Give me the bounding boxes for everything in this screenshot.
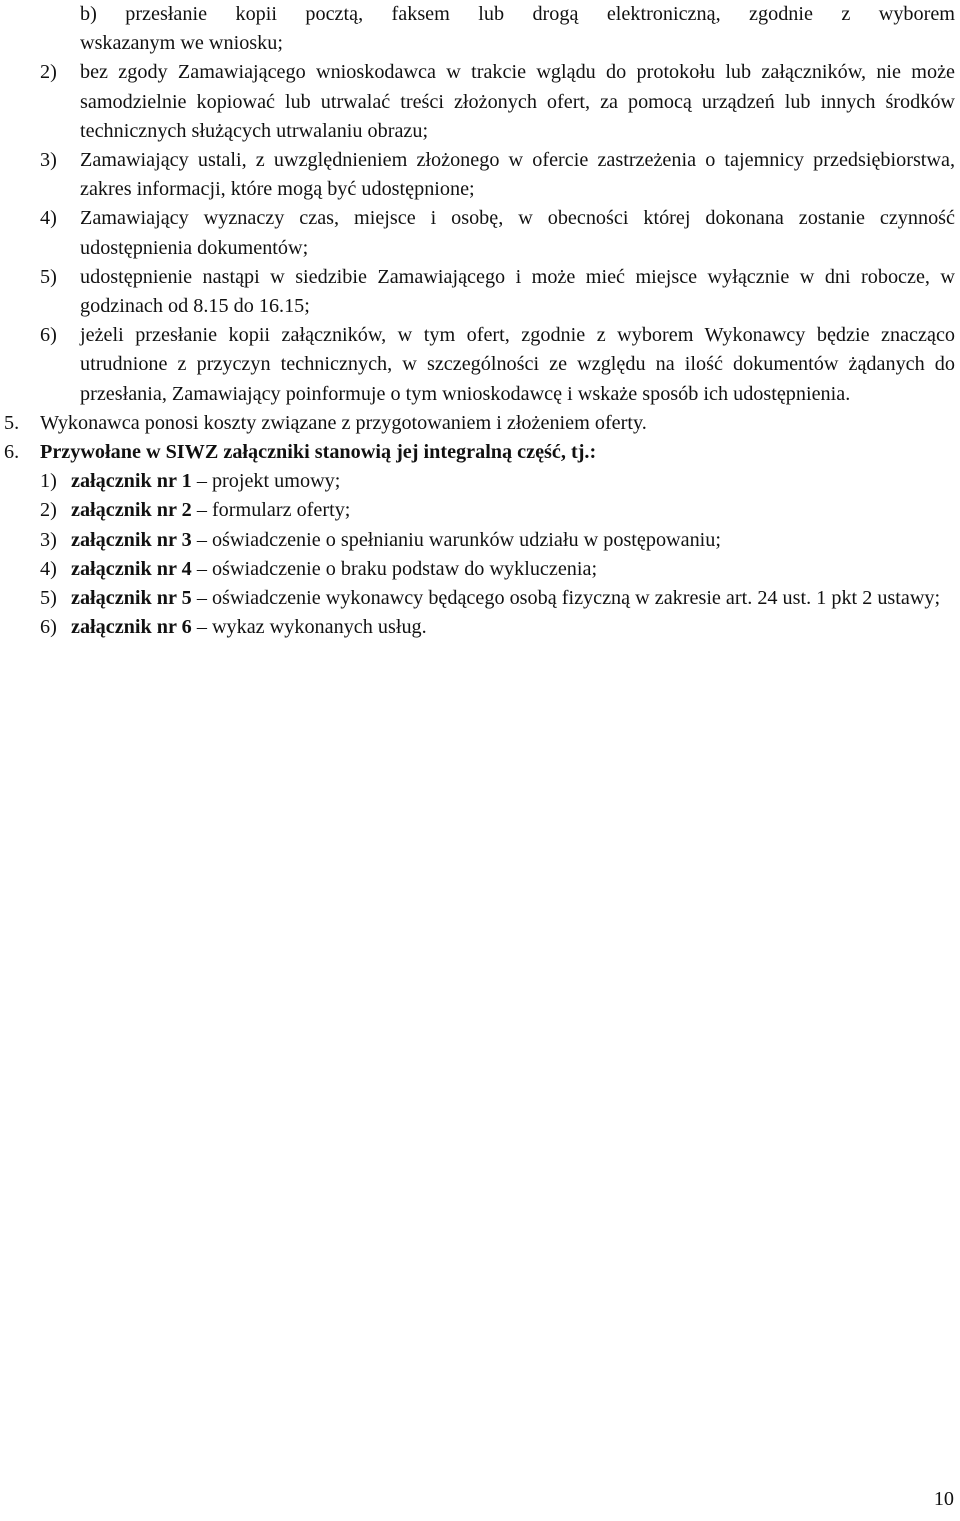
attachment-item-2 xyxy=(40,496,955,525)
attachment-2-separator: – xyxy=(191,499,212,522)
attachment-6-text: wykaz wykonanych usług. xyxy=(211,616,427,639)
item-2-number: 2) xyxy=(40,61,57,84)
attachment-item-4 xyxy=(40,555,955,584)
section-5-text: Wykonawca ponosi koszty związane z przygotowaniem i złożeniem oferty. xyxy=(40,411,647,434)
attachment-4-number: 4) xyxy=(40,557,57,580)
attachment-3-separator: – xyxy=(191,528,212,551)
item-4-number: 4) xyxy=(40,207,57,230)
item-3-number: 3) xyxy=(40,149,57,172)
item-4-text: Zamawiający wyznaczy czas, miejsce i osobę, w obecności której dokonana zostanie czynność udostępnienia dokumentów; xyxy=(80,207,955,259)
attachment-6-separator: – xyxy=(191,616,212,639)
attachments-list xyxy=(40,467,955,642)
item-2 xyxy=(40,58,955,146)
item-5-text: udostępnienie nastąpi w siedzibie Zamawiającego i może mieć miejsce wyłącznie w dni robocze, w godzinach od 8.15 do 16.15; xyxy=(80,265,955,318)
attachment-5-text: oświadczenie wykonawcy będącego osobą fizyczną w zakresie art. 24 ust. 1 pkt 2 ustawy; xyxy=(211,587,941,610)
attachment-1-label: załącznik nr 1 xyxy=(71,470,192,493)
attachment-4-label: załącznik nr 4 xyxy=(71,557,192,580)
item-3 xyxy=(40,146,955,204)
attachment-2-number: 2) xyxy=(40,499,57,522)
attachment-5-number: 5) xyxy=(40,587,57,610)
attachment-1-text: projekt umowy; xyxy=(211,470,341,493)
item-3-text: Zamawiający ustali, z uwzględnieniem złożonego w ofercie zastrzeżenia o tajemnicy przedsiębiorstwa, zakres informacji, które mogą być udostępnione; xyxy=(80,149,955,201)
attachment-3-number: 3) xyxy=(40,528,57,551)
attachment-4-text: oświadczenie o braku podstaw do wykluczenia; xyxy=(211,557,598,580)
item-5-number: 5) xyxy=(40,265,57,288)
attachment-5-label: załącznik nr 5 xyxy=(71,587,192,610)
item-2-text: bez zgody Zamawiającego wnioskodawca w trakcie wglądu do protokołu lub załączników, nie może samodzielnie kopiować lub utrwalać treści złożonych ofert, za pomocą urządzeń lub innych środków technicznych służących utrwalaniu obrazu; xyxy=(80,61,955,142)
attachment-2-label: załącznik nr 2 xyxy=(71,499,192,522)
item-b-line-1: b) przesłanie kopii pocztą, faksem lub drogą elektroniczną, zgodnie z wyborem xyxy=(80,3,955,25)
attachment-6-label: załącznik nr 6 xyxy=(71,616,192,639)
document-content xyxy=(4,0,955,642)
item-6-number: 6) xyxy=(40,324,57,347)
attachment-3-label: załącznik nr 3 xyxy=(71,528,192,551)
item-b xyxy=(40,0,955,58)
attachment-1-separator: – xyxy=(191,470,212,493)
item-4 xyxy=(40,204,955,262)
page-number: 10 xyxy=(933,1488,954,1510)
section-6-title: Przywołane w SIWZ załączniki stanowią jej integralną część, tj.: xyxy=(40,441,597,464)
attachment-item-6 xyxy=(40,613,955,642)
attachment-item-1 xyxy=(40,467,955,496)
attachment-6-number: 6) xyxy=(40,616,57,639)
item-6-text: jeżeli przesłanie kopii załączników, w tym ofert, zgodnie z wyborem Wykonawcy będzie znacząco utrudnione z przyczyn technicznych, w szczególności ze względu na ilość dokumentów żądanych do przesłania, Zamawiający poinformuje o tym wnioskodawcę i wskaże sposób ich udostępnienia. xyxy=(80,324,955,405)
item-b-line-2: wskazanym we wniosku; xyxy=(80,32,283,55)
attachment-3-text: oświadczenie o spełnianiu warunków udziału w postępowaniu; xyxy=(211,528,721,551)
section-6 xyxy=(4,438,955,467)
attachment-item-5 xyxy=(40,584,955,613)
item-5 xyxy=(40,263,955,321)
item-6 xyxy=(40,321,955,409)
attachment-item-3 xyxy=(40,526,955,555)
section-5 xyxy=(4,409,955,438)
section-6-number: 6. xyxy=(4,441,20,464)
attachment-5-separator: – xyxy=(191,587,212,610)
section-5-number: 5. xyxy=(4,411,20,434)
attachment-2-text: formularz oferty; xyxy=(211,499,351,522)
attachment-4-separator: – xyxy=(191,557,212,580)
attachment-1-number: 1) xyxy=(40,470,57,493)
